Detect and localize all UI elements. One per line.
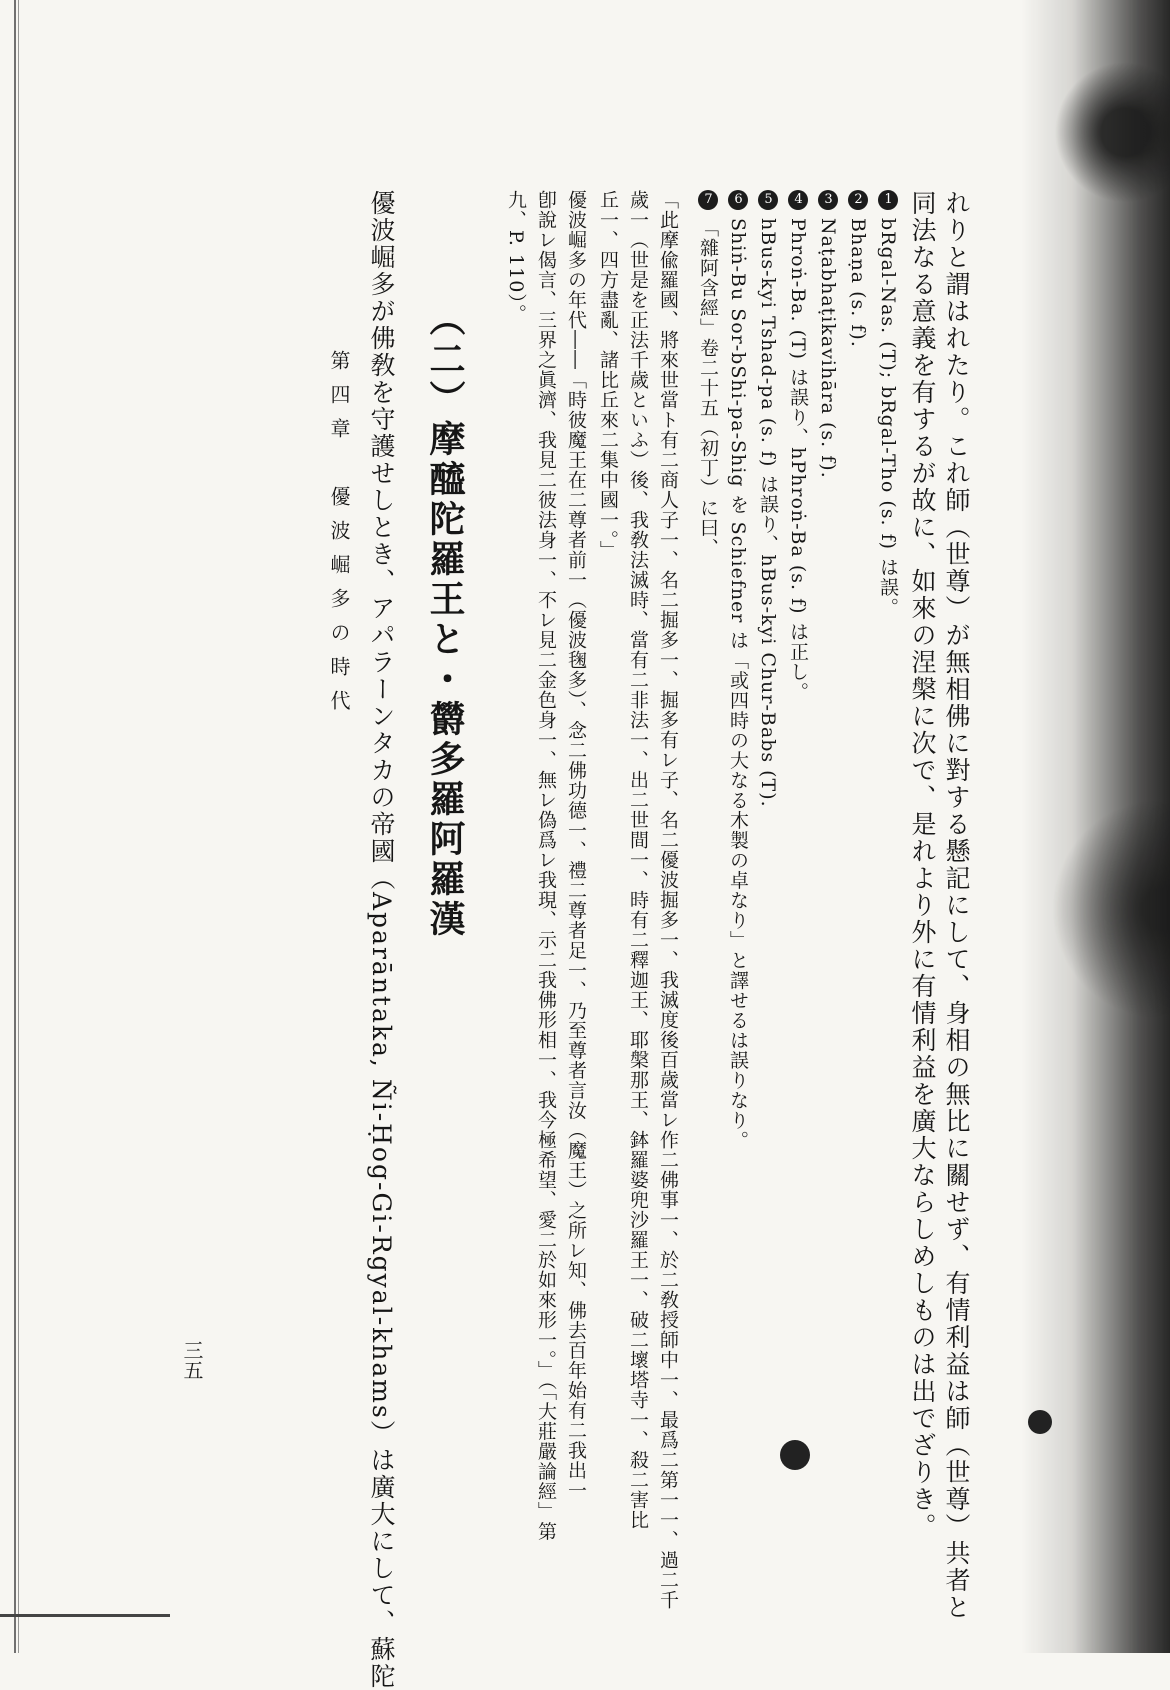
footnote-text: Phroṅ-Ba. (T) は誤り、hPhroṅ-Ba (s. f) は正し。	[787, 218, 809, 702]
quote-line-5: 卽說レ偈言、三界之眞濟、我見二彼法身一、不レ見二金色身一、無レ偽爲レ我現、示二我佛形相一、我今極希望、愛二於如來形一。」（「大莊嚴論經」第	[535, 190, 557, 1542]
footnote-3	[816, 190, 838, 479]
footnote-number: 5	[758, 190, 778, 210]
footnote-6	[726, 190, 748, 1150]
footnote-text: Naṭabhaṭikavihāra (s. f).	[817, 218, 839, 479]
footnote-text: Bhaṇa (s. f).	[847, 218, 869, 348]
quote-line-3: 丘一、四方盡亂、諸比丘來二集中國一。」	[597, 190, 619, 561]
footnote-text: hBus-kyi Tshad-pa (s. f) は誤り、hBus-kyi Chur-Babs (T).	[757, 218, 779, 808]
footnote-text: bRgal-Nas. (T); bRgal-Tho (s. f) は誤。	[877, 218, 899, 618]
footnote-text: Shiṅ-Bu Sor-bShi-pa-Shig を Schiefner は「或四時の大なる木製の卓なり」と譯せるは誤りなり。	[727, 218, 749, 1151]
section-heading: （二）摩醯陀羅王と・欝多羅阿羅漢	[424, 300, 466, 940]
footnote-7	[696, 190, 718, 558]
footnote-number: 1	[878, 190, 898, 210]
body-line-1: れりと謂はれたり。これ師（世尊）が無相佛に對する懸記にして、身相の無比に關せず、有情利益は師（世尊）共者と	[942, 190, 971, 1621]
footnote-number: 4	[788, 190, 808, 210]
footnote-number: 3	[818, 190, 838, 210]
quote-line-2: 歲一（世是を正法千歲といふ）後、我敎法滅時、當有二非法一、出二世間一、時有二釋迦王、耶槃那王、鉢羅婆兜沙羅王一、破二壞塔寺一、殺二害比	[627, 190, 649, 1530]
quote-line-1: 「此摩偸羅國、將來世當ト有二商人子一、名二掘多一、掘多有レ子、名二優波掘多一、我滅度後百歲當レ作二佛事一、於二敎授師中一、最爲二第一一、過二千	[657, 190, 679, 1610]
footnote-4	[786, 190, 808, 702]
quote-line-4: 優波崛多の年代――「時彼魔王在二尊者前一（優波毱多）、念二佛功德一、禮二尊者足一、乃至尊者言汝（魔王）之所レ知、佛去百年始有二我出一	[565, 190, 587, 1501]
footnote-1	[876, 190, 898, 617]
scan-left-edge	[14, 0, 24, 1653]
page-number: 三五	[180, 1340, 204, 1380]
body-text: 優波崛多が佛敎を守護せしとき、アパラーンタカの帝國（Aparāntaka, Ñi-Ḥog-Gi-Rgyal-khams）は廣大にして、蘇陀	[367, 190, 396, 1690]
footnote-number: 2	[848, 190, 868, 210]
scan-bottom-line	[0, 1614, 170, 1617]
document-page	[170, 190, 971, 1690]
scan-right-shadow	[1020, 0, 1170, 1653]
footnote-5	[756, 190, 778, 808]
footnote-2	[846, 190, 868, 348]
quote-line-6: 九、P. 110）。	[505, 190, 527, 324]
scan-spot	[1028, 1410, 1052, 1434]
body-line-2: 同法なる意義を有するが故に、如來の涅槃に次で、是れより外に有情利益を廣大ならしめしものは出でざりき。	[908, 190, 937, 1540]
footnote-number: 6	[728, 190, 748, 210]
chapter-footer: 第四章 優波崛多の時代	[327, 350, 351, 724]
footnote-number: 7	[698, 190, 718, 210]
footnote-text: 「雜阿含經」卷二十五（初丁）に曰、	[697, 218, 719, 558]
